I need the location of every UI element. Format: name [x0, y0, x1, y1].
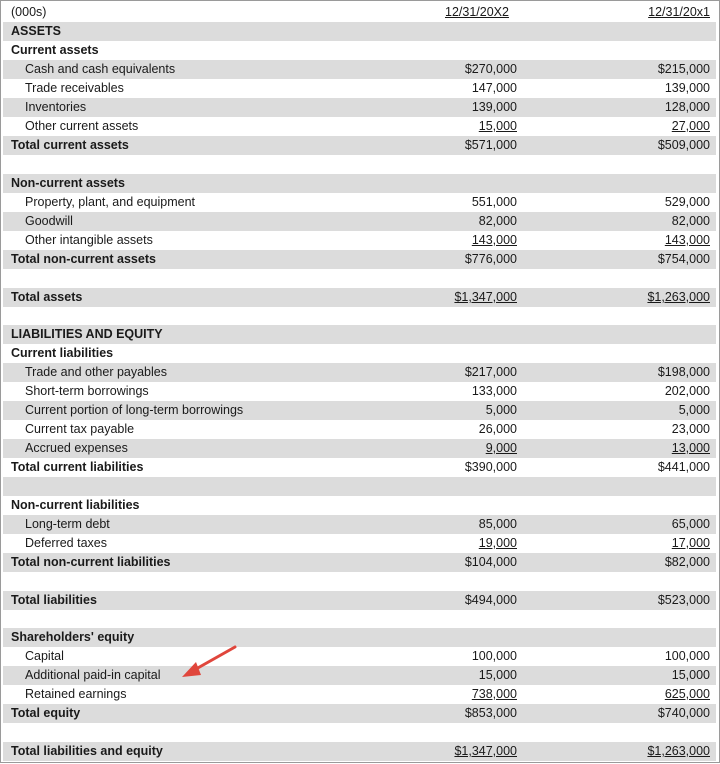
value-20x1: 529,000	[664, 195, 710, 209]
column-header-20x2: 12/31/20X2	[445, 5, 509, 19]
row-label: Total liabilities	[11, 593, 97, 607]
value-20x1: $215,000	[657, 62, 710, 76]
value-20x1: $441,000	[657, 460, 710, 474]
row-label: Accrued expenses	[25, 441, 128, 455]
value-20x1: 5,000	[678, 403, 710, 417]
value-20x2: $776,000	[464, 252, 517, 266]
value-20x2: $494,000	[464, 593, 517, 607]
value-20x2: 82,000	[478, 214, 517, 228]
row-label: Total non-current liabilities	[11, 555, 171, 569]
value-20x1: 13,000	[671, 441, 710, 455]
value-20x1: 139,000	[664, 81, 710, 95]
row-label: Total liabilities and equity	[11, 744, 163, 758]
value-20x2: $853,000	[464, 706, 517, 720]
row-label: Current portion of long-term borrowings	[25, 403, 244, 417]
noncurrent-liabilities-heading: Non-current liabilities	[11, 498, 140, 512]
value-20x2: 738,000	[471, 687, 517, 701]
units-label: (000s)	[11, 5, 47, 19]
value-20x2: $270,000	[464, 62, 517, 76]
value-20x1: $1,263,000	[647, 290, 710, 304]
annotation-arrow-icon	[1, 1, 720, 764]
value-20x1: 17,000	[671, 536, 710, 550]
value-20x1: 100,000	[664, 649, 710, 663]
row-label: Total equity	[11, 706, 81, 720]
value-20x2: $571,000	[464, 138, 517, 152]
value-20x1: 82,000	[671, 214, 710, 228]
column-header-20x1: 12/31/20x1	[648, 5, 710, 19]
row-label: Short-term borrowings	[25, 384, 149, 398]
value-20x2: 5,000	[485, 403, 517, 417]
value-20x2: 133,000	[471, 384, 517, 398]
row-label: Other current assets	[25, 119, 139, 133]
row-label: Additional paid-in capital	[25, 668, 161, 682]
value-20x1: $754,000	[657, 252, 710, 266]
current-liabilities-heading: Current liabilities	[11, 346, 114, 360]
equity-heading: Shareholders' equity	[11, 630, 135, 644]
value-20x2: 139,000	[471, 100, 517, 114]
value-20x2: 19,000	[478, 536, 517, 550]
value-20x1: 15,000	[671, 668, 710, 682]
current-assets-heading: Current assets	[11, 43, 99, 57]
row-label: Trade and other payables	[25, 365, 167, 379]
row-label: Long-term debt	[25, 517, 110, 531]
value-20x2: 143,000	[471, 233, 517, 247]
noncurrent-assets-heading: Non-current assets	[11, 176, 125, 190]
row-label: Inventories	[25, 100, 87, 114]
value-20x1: 202,000	[664, 384, 710, 398]
value-20x2: $390,000	[464, 460, 517, 474]
value-20x2: 26,000	[478, 422, 517, 436]
row-label: Other intangible assets	[25, 233, 153, 247]
value-20x2: 15,000	[478, 119, 517, 133]
value-20x1: $1,263,000	[647, 744, 710, 758]
assets-heading: ASSETS	[11, 24, 62, 38]
value-20x1: $523,000	[657, 593, 710, 607]
value-20x1: 65,000	[671, 517, 710, 531]
row-label: Current tax payable	[25, 422, 135, 436]
value-20x1: 625,000	[664, 687, 710, 701]
value-20x1: 143,000	[664, 233, 710, 247]
value-20x1: 23,000	[671, 422, 710, 436]
value-20x1: $509,000	[657, 138, 710, 152]
value-20x1: $198,000	[657, 365, 710, 379]
value-20x1: 27,000	[671, 119, 710, 133]
row-label: Cash and cash equivalents	[25, 62, 176, 76]
value-20x2: 551,000	[471, 195, 517, 209]
value-20x1: $740,000	[657, 706, 710, 720]
value-20x2: 9,000	[485, 441, 517, 455]
row-label: Deferred taxes	[25, 536, 107, 550]
value-20x2: $1,347,000	[454, 290, 517, 304]
row-label: Property, plant, and equipment	[25, 195, 196, 209]
row-label: Capital	[25, 649, 64, 663]
row-label: Total current liabilities	[11, 460, 144, 474]
value-20x1: 128,000	[664, 100, 710, 114]
value-20x1: $82,000	[664, 555, 710, 569]
value-20x2: 147,000	[471, 81, 517, 95]
row-label: Total assets	[11, 290, 83, 304]
value-20x2: 85,000	[478, 517, 517, 531]
row-label: Retained earnings	[25, 687, 127, 701]
value-20x2: $217,000	[464, 365, 517, 379]
liabilities-heading: LIABILITIES AND EQUITY	[11, 327, 163, 341]
value-20x2: $1,347,000	[454, 744, 517, 758]
row-label: Total non-current assets	[11, 252, 156, 266]
value-20x2: 100,000	[471, 649, 517, 663]
row-label: Goodwill	[25, 214, 73, 228]
value-20x2: $104,000	[464, 555, 517, 569]
row-label: Total current assets	[11, 138, 129, 152]
row-label: Trade receivables	[25, 81, 124, 95]
value-20x2: 15,000	[478, 668, 517, 682]
